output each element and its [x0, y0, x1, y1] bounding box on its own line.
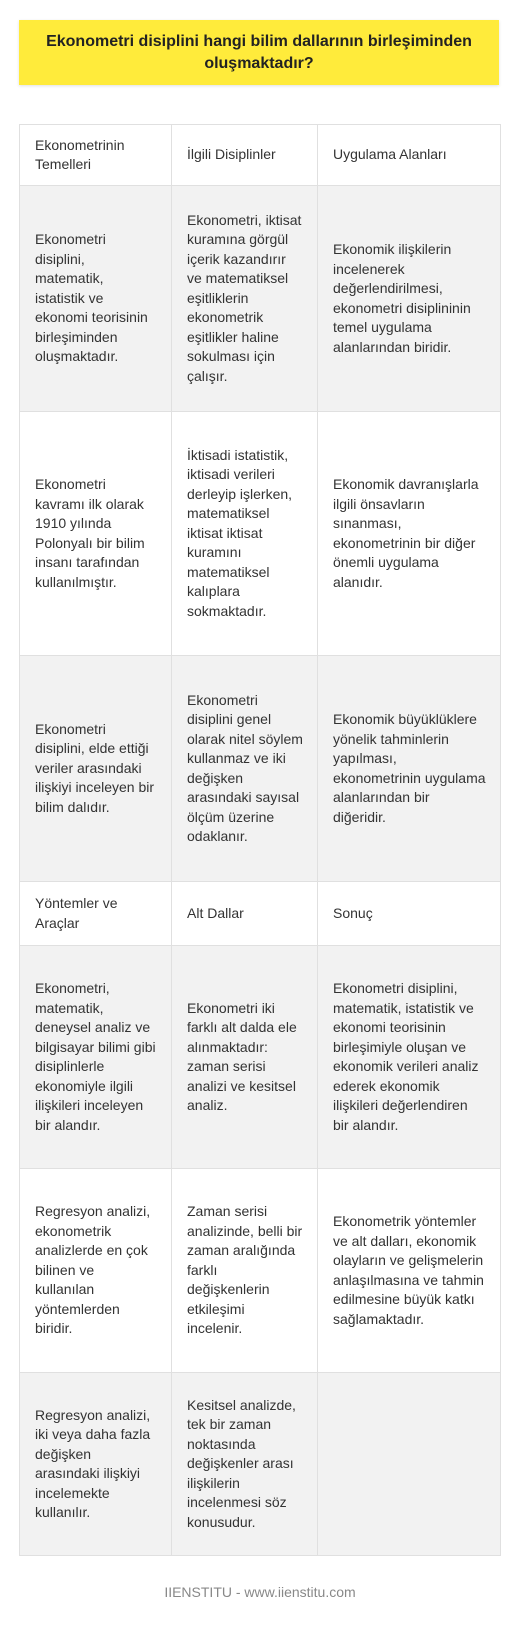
header-cell: Alt Dallar — [172, 882, 318, 946]
table-cell: Ekonometri, iktisat kuramına görgül içerik kazandırır ve matematiksel eşitliklerin ekonometrik eşitlikler haline sokulması için çalışır. — [172, 186, 318, 412]
table-cell: Ekonometri disiplini, matematik, istatistik ve ekonomi teorisinin birleşimiyle oluşan ve ekonomik verileri analiz ederek ekonomik ilişkileri değerlendiren bir alandır. — [318, 946, 501, 1169]
title-banner — [19, 20, 499, 85]
table-cell: Ekonometri disiplini, matematik, istatistik ve ekonomi teorisinin birleşiminden oluşmaktadır. — [20, 186, 172, 412]
header-cell: Yöntemler ve Araçlar — [20, 882, 172, 946]
table-cell: İktisadi istatistik, iktisadi verileri derleyip işlerken, matematiksel iktisat iktisat kuramını matematiksel kalıplara sokmaktadır. — [172, 412, 318, 656]
table-row — [20, 186, 501, 412]
table-row — [20, 656, 501, 882]
table-cell: Ekonometrik yöntemler ve alt dalları, ekonomik olayların ve gelişmelerin anlaşılmasına ve tahmin edilmesine büyük katkı sağlamaktadır. — [318, 1169, 501, 1373]
table-cell: Ekonometri iki farklı alt dalda ele alınmaktadır: zaman serisi analizi ve kesitsel analiz. — [172, 946, 318, 1169]
table-cell: Ekonometri kavramı ilk olarak 1910 yılında Polonyalı bir bilim insanı tarafından kullanılmıştır. — [20, 412, 172, 656]
header-cell: İlgili Disiplinler — [172, 125, 318, 186]
table-cell — [318, 1373, 501, 1556]
table-row — [20, 946, 501, 1169]
table-header-row — [20, 882, 501, 946]
table-cell: Ekonomik ilişkilerin incelenerek değerlendirilmesi, ekonometri disiplininin temel uygulama alanlarından biridir. — [318, 186, 501, 412]
table-cell: Zaman serisi analizinde, belli bir zaman aralığında farklı değişkenlerin etkileşimi incelenir. — [172, 1169, 318, 1373]
footer-credit: IIENSTITU - www.iienstitu.com — [164, 1584, 356, 1600]
table-row — [20, 1373, 501, 1556]
header-cell: Uygulama Alanları — [318, 125, 501, 186]
header-cell: Sonuç — [318, 882, 501, 946]
table-cell: Ekonomik büyüklüklere yönelik tahminlerin yapılması, ekonometrinin uygulama alanlarından bir diğeridir. — [318, 656, 501, 882]
table-row — [20, 1169, 501, 1373]
table-cell: Ekonometri disiplini, elde ettiği veriler arasındaki ilişkiyi inceleyen bir bilim dalıdır. — [20, 656, 172, 882]
table-cell: Ekonomik davranışlarla ilgili önsavların sınanması, ekonometrinin bir diğer önemli uygulama alanıdır. — [318, 412, 501, 656]
table-cell: Kesitsel analizde, tek bir zaman noktasında değişkenler arası ilişkilerin incelenmesi söz konusudur. — [172, 1373, 318, 1556]
table-cell: Regresyon analizi, iki veya daha fazla değişken arasındaki ilişkiyi incelemekte kullanılır. — [20, 1373, 172, 1556]
page-title: Ekonometri disiplini hangi bilim dallarının birleşiminden oluşmaktadır? — [46, 32, 472, 72]
table-cell: Regresyon analizi, ekonometrik analizlerde en çok bilinen ve kullanılan yöntemlerden biridir. — [20, 1169, 172, 1373]
table-cell: Ekonometri, matematik, deneysel analiz ve bilgisayar bilimi gibi disiplinlerle ekonomiyle ilgili ilişkileri inceleyen bir alandır. — [20, 946, 172, 1169]
table-cell: Ekonometri disiplini genel olarak nitel söylem kullanmaz ve iki değişken arasındaki sayısal ölçüm üzerine odaklanır. — [172, 656, 318, 882]
table-header-row — [20, 125, 501, 186]
info-table — [19, 124, 501, 1556]
table-row — [20, 412, 501, 656]
header-cell: Ekonometrinin Temelleri — [20, 125, 172, 186]
